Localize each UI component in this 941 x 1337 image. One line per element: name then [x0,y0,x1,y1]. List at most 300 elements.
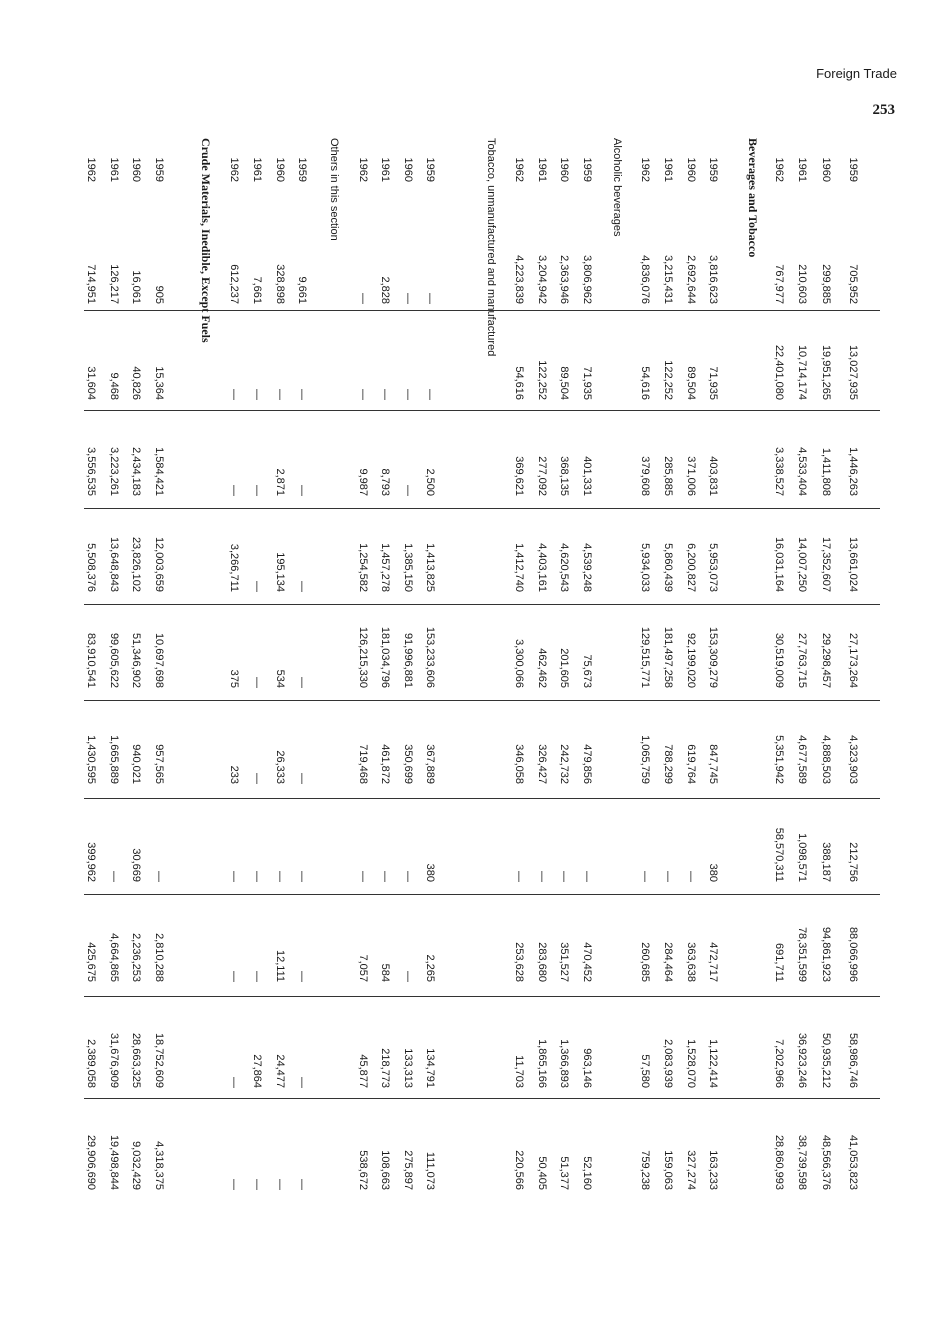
table-cell: 3,266,711 [228,543,240,592]
table-cell: 28,663,325 [130,1032,142,1088]
row-label: 1962 [513,157,525,182]
table-cell: 12,111 [274,949,286,982]
row-label: 1960 [274,157,286,182]
row-label: 1961 [108,157,120,182]
row-label: 1959 [847,157,859,182]
table-cell: — [108,871,120,882]
table-row [576,130,598,1215]
table-cell: 94,861,923 [820,926,832,982]
table-cell: 788,299 [662,744,674,784]
table-cell: 111,073 [424,1151,436,1190]
table-cell: 1,098,571 [796,833,808,882]
table-cell: 2,434,183 [130,447,142,496]
table-cell: 350,699 [402,744,414,784]
table-cell: — [402,871,414,882]
table-cell: — [424,293,436,304]
row-label: 1959 [296,157,308,182]
table-cell: 1,122,414 [707,1039,719,1088]
table-cell: 4,677,589 [796,735,808,784]
table-cell: 1,584,421 [153,447,165,496]
row-label: 1960 [402,157,414,182]
table-cell: 134,791 [424,1048,436,1088]
table-cell: 1,865,166 [536,1039,548,1088]
table-cell: 28,860,993 [773,1134,785,1190]
row-label: Crude Materials, Inedible, Except Fuels [199,138,213,343]
table-row [634,130,656,1215]
table-cell: 1,254,582 [357,543,369,592]
table-cell: 714,951 [85,264,97,304]
table-cell: — [228,871,240,882]
table-cell: 129,515,771 [639,626,651,688]
table-cell: — [296,773,308,784]
table-cell: 1,528,070 [685,1039,697,1088]
table-cell: 4,539,248 [581,543,593,592]
table-cell: 12,003,659 [153,536,165,592]
table-cell: 2,828 [379,276,391,304]
table-cell: 15,364 [153,366,165,400]
table-row [80,130,102,1215]
table-cell: 4,318,375 [153,1141,165,1190]
table-row [842,130,864,1215]
table-cell: 29,906,690 [85,1134,97,1190]
table-cell: 71,935 [581,366,593,400]
table-row [352,130,374,1215]
table-cell: 5,508,376 [85,543,97,592]
table-cell: 220,566 [513,1150,525,1190]
table-cell: 380 [707,863,719,882]
table-cell: 27,864 [251,1054,263,1088]
table-row [553,130,575,1215]
table-cell: 51,377 [558,1156,570,1190]
table-cell: 584 [379,963,391,982]
table-cell: 388,187 [820,842,832,882]
table-cell: 9,032,429 [130,1141,142,1190]
table-cell: 14,007,250 [796,536,808,592]
table-cell: — [357,389,369,400]
table-cell: — [424,389,436,400]
table-cell: 1,413,825 [424,543,436,592]
table-cell: 99,605,622 [108,632,120,688]
table-cell: — [558,871,570,882]
table-cell: 1,430,595 [85,735,97,784]
table-cell: 2,810,288 [153,933,165,982]
table-cell: 2,500 [424,468,436,496]
table-cell: — [536,871,548,882]
table-cell: 29,298,457 [820,632,832,688]
table-cell: — [639,871,651,882]
table-cell: — [228,1179,240,1190]
table-cell: 26,333 [274,750,286,784]
table-cell: 52,160 [581,1156,593,1190]
table-cell: 4,403,161 [536,543,548,592]
table-cell: — [296,581,308,592]
table-cell: 31,676,909 [108,1032,120,1088]
table-cell: 369,621 [513,456,525,496]
table-cell: 963,146 [581,1048,593,1088]
table-row [419,130,441,1215]
table-cell: 13,661,024 [847,536,859,592]
table-cell: — [296,389,308,400]
table-cell: — [581,871,593,882]
row-label: 1959 [581,157,593,182]
section-title: Foreign Trade [816,66,897,81]
table-cell: 847,745 [707,744,719,784]
table-row [125,130,147,1215]
table-cell: 4,323,903 [847,735,859,784]
row-label: 1959 [424,157,436,182]
table-cell: 2,871 [274,468,286,496]
table-row [657,130,679,1215]
table-cell: 126,217 [108,264,120,304]
table-cell: 58,570,311 [773,827,785,882]
table-cell: 462,462 [536,648,548,688]
table-cell: — [251,677,263,688]
table-cell: 2,265 [424,954,436,982]
table-cell: 299,885 [820,264,832,304]
table-row [397,130,419,1215]
table-cell: 1,411,808 [820,447,832,496]
table-cell: 7,202,966 [773,1039,785,1088]
row-label: 1962 [773,157,785,182]
table-cell: 54,616 [639,366,651,400]
row-label: Others in this section [328,138,340,241]
table-cell: 57,580 [639,1054,651,1088]
table-cell: — [251,1179,263,1190]
table-cell: — [251,581,263,592]
table-row [815,130,837,1215]
table-row [791,130,813,1215]
table-cell: — [251,485,263,496]
table-cell: 153,233,606 [424,626,436,688]
table-cell: 328,898 [274,264,286,304]
table-row-heading [323,130,345,1215]
table-cell: 31,604 [85,366,97,400]
table-cell: 126,215,330 [357,626,369,688]
table-cell: 40,826 [130,366,142,400]
table-cell: — [251,773,263,784]
table-cell: 538,672 [357,1150,369,1190]
table-cell: 3,300,066 [513,639,525,688]
row-label: 1962 [228,157,240,182]
table-cell: — [251,389,263,400]
table-cell: 233 [228,765,240,784]
table-cell: 284,464 [662,942,674,982]
table-cell: 371,006 [685,456,697,496]
table-cell: 181,497,258 [662,626,674,688]
table-cell: 5,351,942 [773,735,785,784]
table-cell: 75,673 [581,654,593,688]
table-cell: 940,021 [130,744,142,784]
table-cell: 89,504 [558,366,570,400]
table-cell: 3,816,623 [707,255,719,304]
table-cell: 3,338,527 [773,447,785,496]
table-row [768,130,790,1215]
table-cell: 363,638 [685,942,697,982]
table-cell: 30,669 [130,848,142,882]
row-label: 1961 [796,157,808,182]
table-cell: 2,692,644 [685,255,697,304]
table-cell: — [251,971,263,982]
table-cell: 4,888,503 [820,735,832,784]
table-cell: 41,053,823 [847,1134,859,1190]
table-cell: 9,987 [357,468,369,496]
table-cell: — [296,485,308,496]
table-cell: — [402,293,414,304]
table-cell: 403,831 [707,456,719,496]
table-cell: 905 [153,285,165,304]
table-cell: — [296,971,308,982]
table-cell: — [402,389,414,400]
table-cell: 17,352,607 [820,536,832,592]
table-cell: 2,389,058 [85,1039,97,1088]
table-cell: 218,773 [379,1048,391,1088]
table-cell: 3,806,962 [581,255,593,304]
table-cell: 4,533,404 [796,447,808,496]
row-label: 1960 [130,157,142,182]
table-cell: 1,385,150 [402,543,414,592]
table-cell: 326,427 [536,744,548,784]
table-cell: 7,661 [251,276,263,304]
table-cell: 759,238 [639,1150,651,1190]
table-cell: — [357,293,369,304]
table-cell: — [153,871,165,882]
table-cell: — [379,389,391,400]
table-cell: 16,031,164 [773,536,785,592]
table-row [702,130,724,1215]
table-cell: — [228,485,240,496]
table-cell: 133,313 [402,1048,414,1088]
table-cell: 691,711 [773,943,785,982]
table-cell: — [296,677,308,688]
table-cell: — [379,871,391,882]
table-cell: 6,200,827 [685,543,697,592]
table-cell: 1,446,263 [847,447,859,496]
table-cell: 78,351,599 [796,926,808,982]
table-row [374,130,396,1215]
table-cell: 88,066,996 [847,926,859,982]
table-cell: 3,215,431 [662,255,674,304]
row-label: 1960 [820,157,832,182]
table-cell: — [251,871,263,882]
table-cell: 30,519,009 [773,632,785,688]
table-cell: 153,309,279 [707,626,719,688]
table-row-heading [195,130,217,1215]
row-label: 1960 [685,157,697,182]
row-label: 1959 [153,157,165,182]
table-cell: 4,620,543 [558,543,570,592]
table-cell: 327,274 [685,1150,697,1190]
table-cell: — [228,389,240,400]
table-row [680,130,702,1215]
table-cell: 201,605 [558,648,570,688]
row-label: Tobacco, unmanufactured and manufactured [485,138,497,357]
table-cell: 54,616 [513,366,525,400]
row-label: 1961 [251,157,263,182]
row-label: Alcoholic beverages [611,138,623,237]
table-row [531,130,553,1215]
table-cell: 19,498,844 [108,1134,120,1190]
table-cell: 19,951,265 [820,344,832,400]
table-cell: 10,697,698 [153,632,165,688]
table-cell: 1,665,889 [108,735,120,784]
table-cell: 368,135 [558,456,570,496]
table-cell: 1,457,278 [379,543,391,592]
table-cell: 1,065,759 [639,735,651,784]
table-cell: 163,233 [707,1150,719,1190]
page-number: 253 [872,102,895,118]
table-cell: — [402,485,414,496]
table-row [223,130,245,1215]
table-cell: 1,366,893 [558,1039,570,1088]
rotated-statistics-table [74,130,892,1215]
table-cell: 253,628 [513,942,525,982]
table-cell: — [228,971,240,982]
table-cell: — [662,871,674,882]
table-cell: 71,935 [707,366,719,400]
table-cell: 8,793 [379,468,391,496]
table-cell: 195,134 [274,552,286,592]
table-cell: 472,717 [707,942,719,982]
table-cell: 401,331 [581,456,593,496]
table-cell: 210,603 [796,264,808,304]
table-row [148,130,170,1215]
table-cell: 5,953,073 [707,543,719,592]
table-cell: 2,363,946 [558,255,570,304]
table-cell: 50,935,212 [820,1032,832,1088]
table-cell: 705,952 [847,264,859,304]
table-cell: 4,223,839 [513,255,525,304]
table-cell: 16,061 [130,270,142,304]
table-row [246,130,268,1215]
table-cell: — [228,1077,240,1088]
table-cell: 5,860,439 [662,543,674,592]
table-cell: 283,680 [536,942,548,982]
table-cell: — [274,1179,286,1190]
table-cell: — [513,871,525,882]
table-cell: 2,083,939 [662,1039,674,1088]
table-cell: 27,763,715 [796,632,808,688]
table-cell: 612,237 [228,264,240,304]
table-cell: — [296,1077,308,1088]
table-cell: — [274,389,286,400]
table-cell: 122,252 [662,360,674,400]
table-cell: 367,889 [424,744,436,784]
table-cell: 92,199,020 [685,632,697,688]
row-label: 1962 [639,157,651,182]
table-cell: — [296,1179,308,1190]
table-cell: 38,739,598 [796,1134,808,1190]
row-label: 1962 [357,157,369,182]
table-cell: 45,877 [357,1054,369,1088]
table-cell: 58,986,746 [847,1032,859,1088]
table-row [269,130,291,1215]
table-cell: 275,897 [402,1150,414,1190]
table-cell: 379,608 [639,456,651,496]
table-cell: 159,063 [662,1150,674,1190]
table-row [291,130,313,1215]
table-cell: 619,764 [685,744,697,784]
table-row-heading [480,130,502,1215]
table-cell: — [296,871,308,882]
table-cell: 50,405 [536,1156,548,1190]
table-cell: 277,092 [536,456,548,496]
table-cell: 3,223,261 [108,447,120,496]
table-cell: 48,566,376 [820,1134,832,1190]
table-row-heading [742,130,764,1215]
table-cell: 11,703 [513,1055,525,1088]
table-cell: 351,527 [558,942,570,982]
table-cell: 461,872 [379,744,391,784]
table-cell: 9,661 [296,276,308,304]
row-label: 1961 [379,157,391,182]
table-cell: 51,346,902 [130,632,142,688]
table-cell: 2,236,253 [130,933,142,982]
table-cell: 380 [424,863,436,882]
row-label: 1961 [662,157,674,182]
row-label: 1961 [536,157,548,182]
table-cell: 4,836,076 [639,255,651,304]
table-cell: 242,732 [558,744,570,784]
table-cell: 83,910,541 [85,632,97,688]
table-cell: 767,977 [773,264,785,304]
table-cell: 23,826,102 [130,536,142,592]
table-cell: 36,923,246 [796,1032,808,1088]
table-cell: 91,996,881 [402,632,414,688]
table-cell: 470,452 [581,942,593,982]
table-cell: 4,664,865 [108,933,120,982]
table-cell: 27,173,264 [847,632,859,688]
table-cell: 346,058 [513,744,525,784]
table-row [103,130,125,1215]
table-cell: 285,885 [662,456,674,496]
table-cell: 181,034,796 [379,626,391,688]
row-label: 1960 [558,157,570,182]
table-cell: 260,685 [639,942,651,982]
table-cell: — [274,871,286,882]
table-cell: 13,648,843 [108,536,120,592]
table-cell: 9,468 [108,372,120,400]
table-cell: 10,714,174 [796,344,808,400]
table-cell: — [402,971,414,982]
table-cell: 24,477 [274,1054,286,1088]
table-cell: 89,504 [685,366,697,400]
table-cell: 122,252 [536,360,548,400]
table-cell: 534 [274,669,286,688]
row-label: 1962 [85,157,97,182]
table-cell: 479,856 [581,744,593,784]
table-cell: — [685,871,697,882]
table-cell: 425,675 [85,942,97,982]
table-cell: 22,401,080 [773,344,785,400]
table-row-heading [606,130,628,1215]
table-cell: 18,752,609 [153,1032,165,1088]
table-row [508,130,530,1215]
table-cell: 13,027,935 [847,344,859,400]
table-cell: 212,756 [847,842,859,882]
table-cell: 5,934,033 [639,543,651,592]
table-cell: — [357,871,369,882]
table-cell: 375 [228,669,240,688]
table-cell: 957,565 [153,744,165,784]
table-cell: 399,962 [85,842,97,882]
row-label: 1959 [707,157,719,182]
table-cell: 3,204,942 [536,255,548,304]
table-cell: 3,556,535 [85,447,97,496]
table-cell: 1,412,740 [513,543,525,592]
table-cell: 108,663 [379,1150,391,1190]
table-cell: 719,468 [357,744,369,784]
row-label: Beverages and Tobacco [746,138,760,258]
